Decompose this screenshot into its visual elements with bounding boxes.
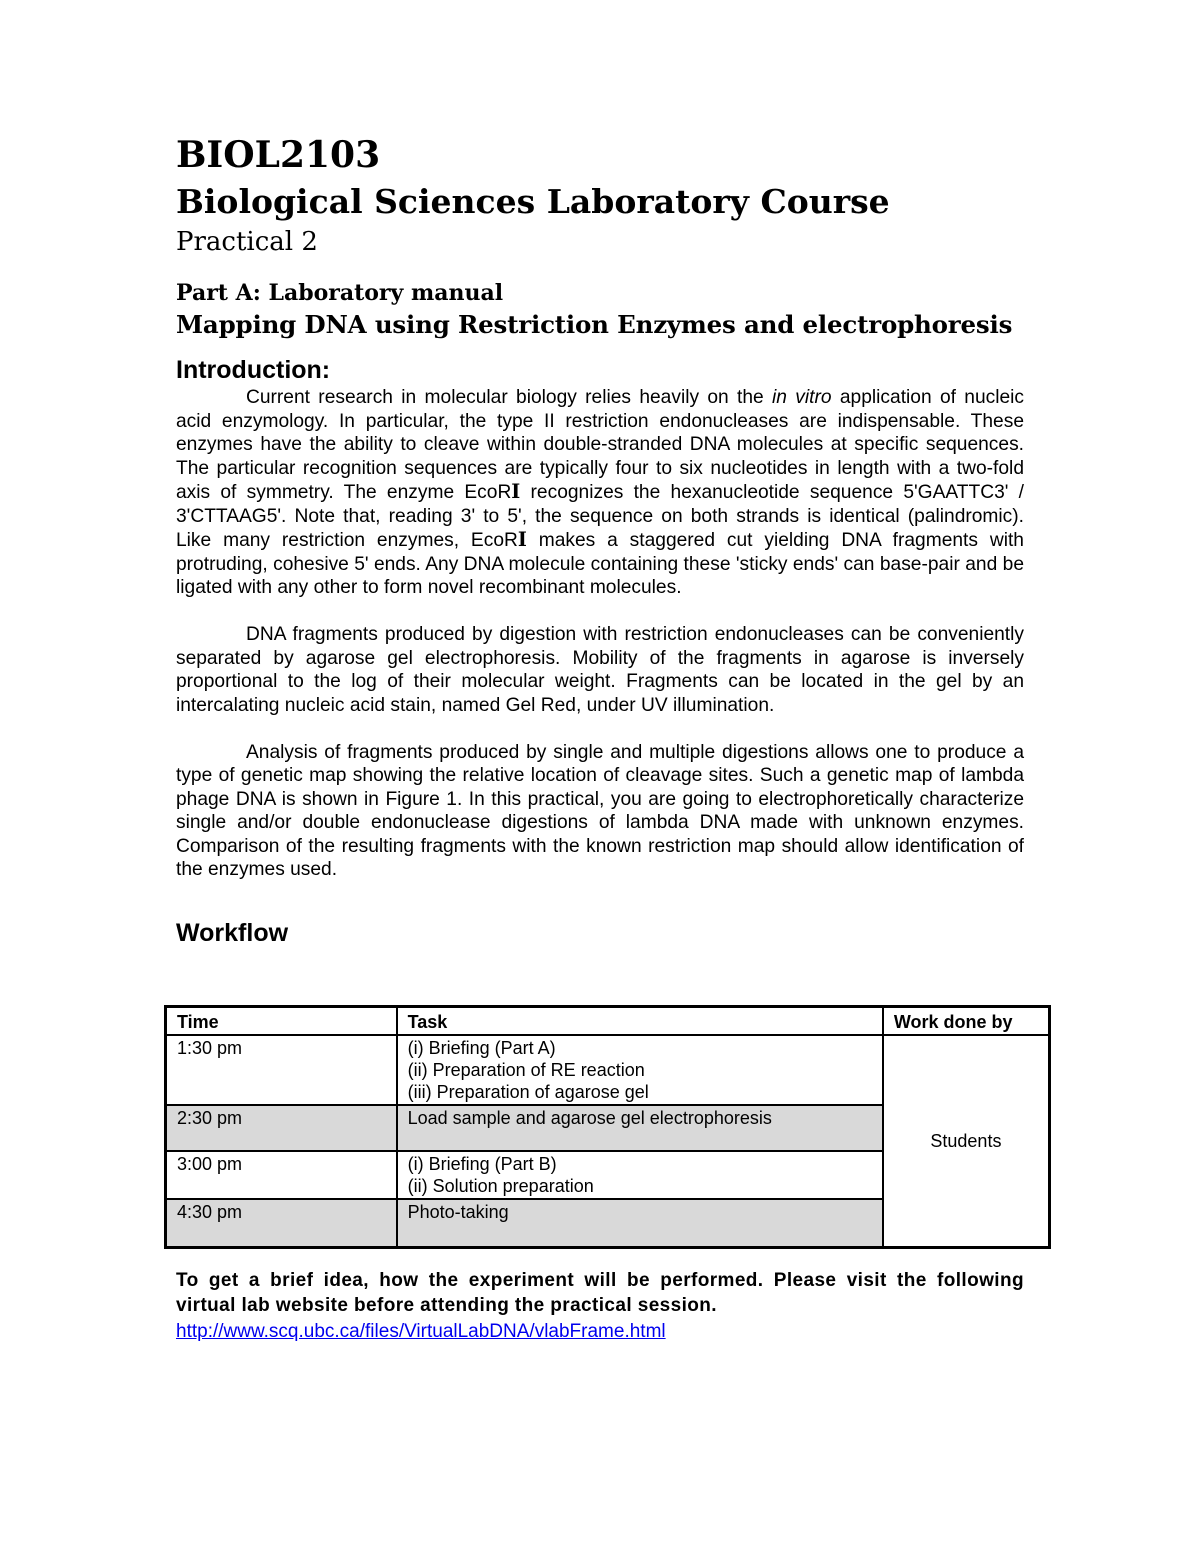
intro-paragraph-2	[176, 623, 1024, 717]
task-line: (ii) Preparation of RE reaction	[407, 1060, 645, 1080]
task-cell	[397, 1151, 883, 1199]
time-cell: 4:30 pm	[166, 1199, 397, 1248]
virtual-lab-note: To get a brief idea, how the experiment will be performed. Please visit the following virtual lab website before attending the practical session.	[176, 1270, 1024, 1316]
task-line: Photo-taking	[407, 1202, 509, 1222]
p1-text-b: application of nucleic acid enzymology. In particular, the type II restriction endonucleases are indispensable. These enzymes have the ability to cleave within double-stranded DNA molecules at specific sequences. The particular recognition sequences are typically four to six nucleotides in length with a two-fold axis of symmetry. The enzyme Eco	[176, 387, 1024, 503]
time-cell: 1:30 pm	[166, 1035, 397, 1105]
practical-number: Practical 2	[176, 227, 318, 257]
time-cell: 3:00 pm	[166, 1151, 397, 1199]
time-cell: 2:30 pm	[166, 1105, 397, 1151]
document-body	[176, 130, 1024, 948]
course-title: Biological Sciences Laboratory Course	[176, 182, 890, 221]
task-line: (i) Briefing (Part A)	[407, 1038, 556, 1058]
p2-text: DNA fragments produced by digestion with restriction endonucleases can be conveniently separated by agarose gel electrophoresis. Mobility of the fragments in agarose is inversely proportional to the log of their molecular weight. Fragments can be located in the gel by an intercalating nucleic acid stain, named Gel Red, under UV illumination.	[176, 624, 1024, 716]
p1-text-a: Current research in molecular biology relies heavily on the	[246, 387, 773, 408]
p3-text: Analysis of fragments produced by single and multiple digestions allows one to produce a type of genetic map showing the relative location of cleavage sites. Such a genetic map of lambda phage DNA is shown in Figure 1. In this practical, you are going to electrophoretically characterize single and/or double endonuclease digestions of lambda DNA made with unknown enzymes. Comparison of the resulting fragments with the known restriction map should allow identification of the enzymes used.	[176, 741, 1024, 880]
column-header-time: Time	[166, 1007, 397, 1036]
table-header-row	[166, 1007, 1050, 1036]
work-done-by-cell: Students	[883, 1035, 1050, 1248]
column-header-work-done-by: Work done by	[883, 1007, 1050, 1036]
task-cell	[397, 1105, 883, 1151]
p1-text-c: recognizes the hexanucleotide sequence 5'GAATTC3' / 3'CTTAAG5'. Note that, reading 3' to 5', the sequence on both strands is identical (palindromic). Like many restriction enzymes, Eco	[176, 482, 1024, 551]
workflow-table	[164, 1005, 1051, 1249]
intro-paragraph-1	[176, 386, 1024, 600]
virtual-lab-link[interactable]: http://www.scq.ubc.ca/files/VirtualLabDNA/vlabFrame.html	[176, 1321, 666, 1342]
p1-enzyme-r-2: R	[504, 530, 518, 551]
column-header-task: Task	[397, 1007, 883, 1036]
task-cell	[397, 1035, 883, 1105]
task-cell	[397, 1199, 883, 1248]
p1-italic: in vitro	[772, 387, 832, 408]
p1-enzyme-r: R	[497, 482, 512, 503]
p1-enzyme-i-2: I	[517, 528, 527, 551]
task-line: (i) Briefing (Part B)	[407, 1154, 557, 1174]
intro-paragraph-3	[176, 741, 1024, 882]
introduction-heading: Introduction:	[176, 356, 331, 384]
course-code: BIOL2103	[176, 134, 381, 176]
workflow-heading: Workflow	[176, 918, 289, 947]
part-label: Part A: Laboratory manual	[176, 280, 504, 306]
table-row	[166, 1035, 1050, 1105]
part-title: Mapping DNA using Restriction Enzymes and electrophoresis	[176, 310, 1013, 339]
task-line: (ii) Solution preparation	[407, 1176, 594, 1196]
p1-text-d: makes a staggered cut yielding DNA fragments with protruding, cohesive 5' ends. Any DNA molecule containing these 'sticky ends' can base-pair and be ligated with any other to form novel recombinant molecules.	[176, 530, 1024, 598]
task-line: (iii) Preparation of agarose gel	[407, 1082, 649, 1102]
p1-enzyme-i: I	[511, 480, 521, 503]
task-line: Load sample and agarose gel electrophoresis	[407, 1108, 772, 1128]
